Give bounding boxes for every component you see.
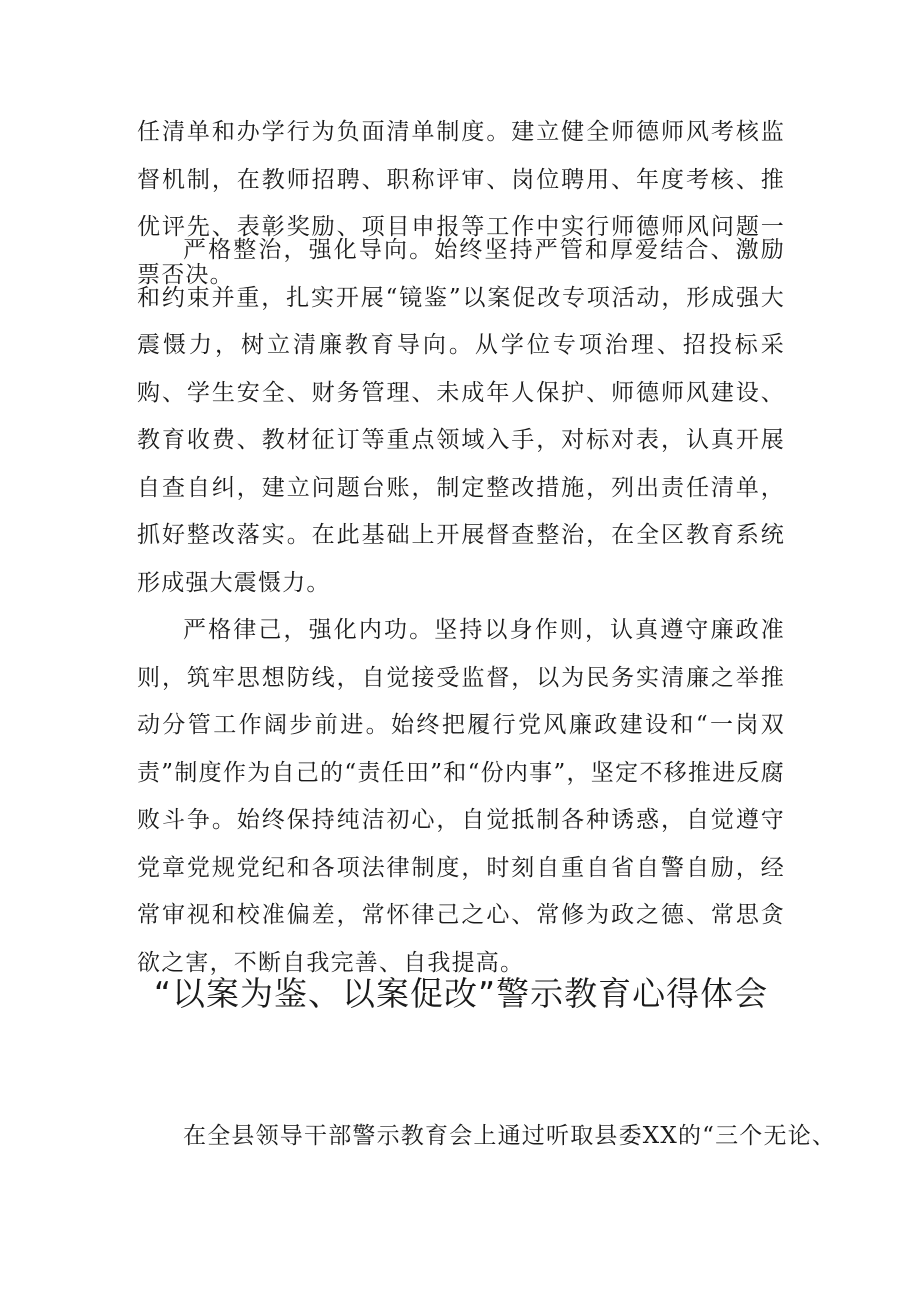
paragraph-1: 任清单和办学行为负面清单制度。建立健全师德师风考核监督机制，在教师招聘、职称评审、岗位聘用、年度考核、推优评先、表彰奖励、项目申报等工作中实行师德师风问题一票否决。 <box>137 119 785 288</box>
section-heading: “以案为鉴、以案促改”警示教育心得体会 <box>153 974 769 1013</box>
paragraph-4: 在全县领导干部警示教育会上通过听取县委XX的“三个无论、 <box>183 1123 837 1149</box>
paragraph-2: 严格整治，强化导向。始终坚持严管和厚爱结合、激励和约束并重，扎实开展“镜鉴”以案促改专项活动，形成强大震慑力，树立清廉教育导向。从学位专项治理、招投标采购、学生安全、财务管理、未成年人保护、师德师风建设、教育收费、教材征订等重点领域入手，对标对表，认真开展自查自纠，建立问题台账，制定整改措施，列出责任清单，抓好整改落实。在此基础上开展督查整治，在全区教育系统形成强大震慑力。 <box>137 237 785 596</box>
paragraph-3: 严格律己，强化内功。坚持以身作则，认真遵守廉政准则，筑牢思想防线，自觉接受监督，以为民务实清廉之举推动分管工作阔步前进。始终把履行党风廉政建设和“一岗双责”制度作为自己的“责任田”和“份内事”，坚定不移推进反腐败斗争。始终保持纯洁初心，自觉抵制各种诱惑，自觉遵守党章党规党纪和各项法律制度，时刻自重自省自警自励，经常审视和校准偏差，常怀律己之心、常修为政之德、常思贪欲之害，不断自我完善、自我提高。 <box>137 617 785 976</box>
